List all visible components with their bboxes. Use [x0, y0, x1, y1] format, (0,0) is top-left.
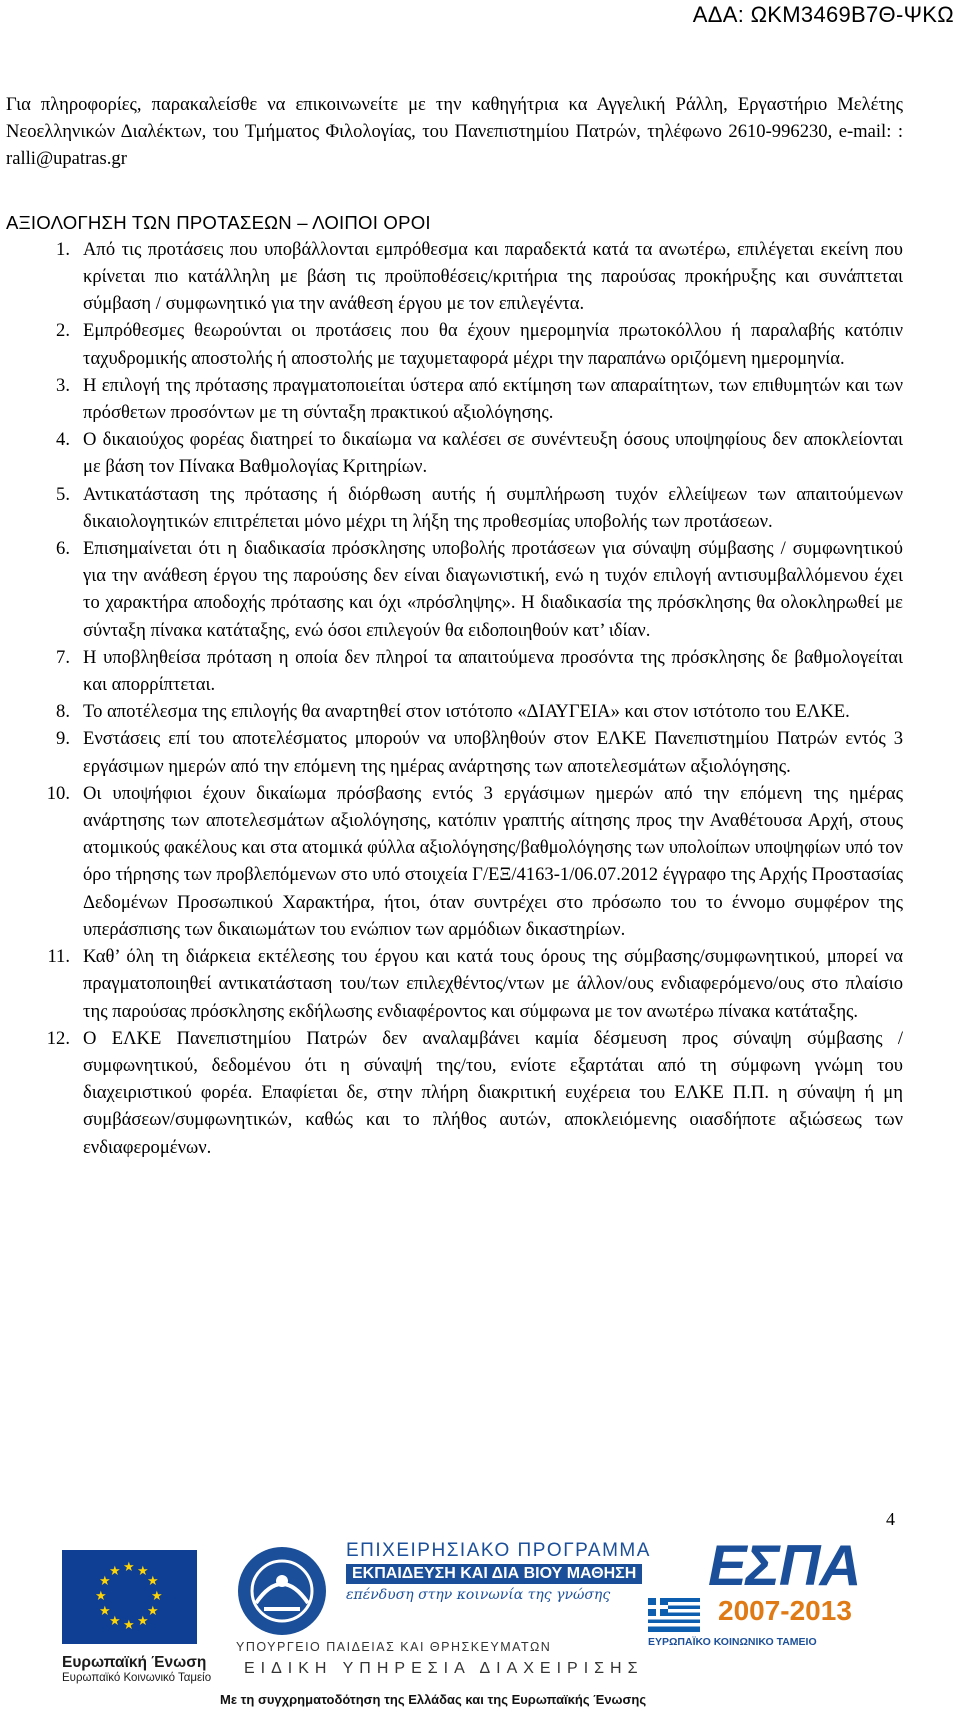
eu-name: Ευρωπαϊκή Ένωση	[62, 1654, 207, 1671]
list-item	[6, 372, 903, 426]
list-item-text: Επισημαίνεται ότι η διαδικασία πρόσκλησης υποβολής προτάσεων για σύναψη σύμβασης / συμφωνητικού για την ανάθεση έργου της παρούσης δεν είναι διαγωνιστική, ενώ η τυχόν επιλογή αντισυμβαλλόμενου έχει το χαρακτήρα αποδοχής πρότασης και όχι «πρόσληψης». Η διαδικασία της πρόσκλησης θα ολοκληρωθεί με σύνταξη πίνακα κατάταξης, ενώ όσοι επιλεγούν θα ειδοποιηθούν κατ’ ιδίαν.	[83, 538, 903, 641]
eu-flag-icon: ★ ★ ★ ★ ★ ★ ★ ★ ★ ★ ★ ★	[62, 1550, 197, 1644]
list-item	[6, 236, 903, 318]
list-item-number: 10.	[46, 782, 70, 804]
document-body	[6, 91, 903, 1161]
list-item-number: 8.	[56, 701, 70, 723]
list-item-text: Από τις προτάσεις που υποβάλλονται εμπρόθεσμα και παραδεκτά κατά τα ανωτέρω, επιλέγεται εκείνη που κρίνεται πιο κατάλληλη με βάση τις προϋποθέσεις/κριτήρια της παρούσας προκήρυξης και συνάπτεται σύμβαση / συμφωνητικό για την ανάθεση έργου με τον επιλεγέντα.	[83, 238, 903, 315]
list-item-number: 2.	[56, 320, 70, 342]
list-item-text: Το αποτέλεσμα της επιλογής θα αναρτηθεί στον ιστότοπο «ΔΙΑΥΓΕΙΑ» και στον ιστότοπο του ΕΛΚΕ.	[83, 701, 850, 723]
list-item-text: Εμπρόθεσμες θεωρούνται οι προτάσεις που θα έχουν ημερομηνία πρωτοκόλλου ή παραλαβής κατόπιν ταχυδρομικής αποστολής ή αποστολής με ταχυμεταφορά μέχρι την παραπάνω οριζόμενη ημερομηνία.	[83, 320, 903, 369]
page-number: 4	[886, 1509, 895, 1529]
footer-logos	[0, 1530, 960, 1713]
cofunding-statement: Με τη συγχρηματοδότηση της Ελλάδας και της Ευρωπαϊκής Ένωσης	[220, 1692, 647, 1707]
list-item-text: Η επιλογή της πρότασης πραγματοποιείται ύστερα από εκτίμηση των απαραίτητων, των επιθυμητών και των πρόσθετων προσόντων με τη σύνταξη πρακτικού αξιολόγησης.	[83, 374, 903, 424]
op-title: ΕΠΙΧΕΙΡΗΣΙΑΚΟ ΠΡΟΓΡΑΜΜΑ	[346, 1540, 651, 1561]
op-emblem-icon	[236, 1545, 328, 1637]
managing-authority: ΕΙΔΙΚΗ ΥΠΗΡΕΣΙΑ ΔΙΑΧΕΙΡΙΣΗΣ	[244, 1660, 644, 1677]
list-item	[6, 725, 903, 779]
list-item	[6, 535, 903, 644]
list-item	[6, 644, 903, 698]
eu-logo	[62, 1550, 222, 1684]
contact-info-paragraph: Για πληροφορίες, παρακαλείσθε να επικοινωνείτε με την καθηγήτρια κα Αγγελική Ράλλη, Εργαστήριο Μελέτης Νεοελληνικών Διαλέκτων, του Τμήματος Φιλολογίας, του Πανεπιστημίου Πατρών, τηλέφωνο 2610-996230, e-mail: : ralli@upatras.gr	[6, 94, 903, 170]
terms-list	[6, 236, 903, 1161]
op-slogan: επένδυση στην κοινωνία της γνώσης	[346, 1587, 611, 1603]
op-subtitle: ΕΚΠΑΙΔΕΥΣΗ ΚΑΙ ΔΙΑ ΒΙΟΥ ΜΑΘΗΣΗ	[346, 1564, 642, 1584]
list-item	[6, 780, 903, 943]
list-item	[6, 698, 903, 725]
list-item-number: 4.	[56, 429, 70, 451]
section-title: ΑΞΙΟΛΟΓΗΣΗ ΤΩΝ ΠΡΟΤΑΣΕΩΝ – ΛΟΙΠΟΙ ΟΡΟΙ	[6, 211, 431, 233]
list-item-number: 5.	[56, 483, 70, 505]
list-item	[6, 317, 903, 371]
list-item	[6, 943, 903, 1025]
espa-word: ΕΣΠΑ	[708, 1533, 861, 1598]
list-item-number: 12.	[46, 1027, 70, 1049]
list-item-text: Η υποβληθείσα πρόταση η οποία δεν πληροί τα απαιτούμενα προσόντα της πρόσκλησης δε βαθμολογείται και απορρίπτεται.	[83, 646, 903, 696]
list-item-text: Οι υποψήφιοι έχουν δικαίωμα πρόσβασης εντός 3 εργάσιμων ημερών από την επόμενη της ημέρας ανάρτησης των αποτελεσμάτων αξιολόγησης, κατόπιν γραπτής αίτησης προς την Αναθέτουσα Αρχή, στους ατομικούς φακέλους και στα ατομικά φύλλα αξιολόγησης/βαθμολόγησης των υπολοίπων υποψηφίων υπό τον όρο τήρησης των προβλεπόμενων στο υπό στοιχεία Γ/ΕΞ/4163-1/06.07.2012 έγγραφο της Αρχής Προστασίας Δεδομένων Προσωπικού Χαρακτήρα, ήτοι, όταν συντρέχει στο πρόσωπο του το έννομο συμφέρον της υπεράσπισης των δικαιωμάτων του ενώπιον των αρμόδιων δικαστηρίων.	[83, 782, 903, 940]
list-item-number: 1.	[56, 238, 70, 260]
list-item-text: Ο δικαιούχος φορέας διατηρεί το δικαίωμα να καλέσει σε συνέντευξη όσους υποψηφίους δεν αποκλείονται με βάση τον Πίνακα Βαθμολογίας Κριτηρίων.	[83, 429, 903, 478]
list-item-text: Ενστάσεις επί του αποτελέσματος μπορούν να υποβληθούν στον ΕΛΚΕ Πανεπιστημίου Πατρών εντός 3 εργάσιμων ημερών από την επόμενη της ημέρας ανάρτησης των αποτελεσμάτων αξιολόγησης.	[83, 728, 903, 777]
espa-years: 2007-2013	[718, 1595, 852, 1626]
eu-fund-name: Ευρωπαϊκό Κοινωνικό Ταμείο	[62, 1672, 212, 1684]
ministry-name: ΥΠΟΥΡΓΕΙΟ ΠΑΙΔΕΙΑΣ ΚΑΙ ΘΡΗΣΚΕΥΜΑΤΩΝ	[236, 1640, 552, 1654]
list-item-number: 3.	[56, 374, 70, 396]
list-item-text: Καθ’ όλη τη διάρκεια εκτέλεσης του έργου και κατά τους όρους της σύμβασης/συμφωνητικού, μπορεί να πραγματοποιηθεί αντικατάσταση του/των επιλεχθέντος/ντων με άλλον/ους ενδιαφερόμενο/ους στο πλαίσιο της παρούσας πρόσκλησης εκδήλωσης ενδιαφέροντος και σύμφωνα με τον ανωτέρω πίνακα κατάταξης.	[83, 946, 903, 1022]
espa-fund-name: ΕΥΡΩΠΑΪΚΟ ΚΟΙΝΩΝΙΚΟ ΤΑΜΕΙΟ	[648, 1636, 817, 1648]
espa-logo	[648, 1533, 918, 1656]
list-item-number: 11.	[47, 946, 70, 968]
list-item-text: Αντικατάσταση της πρότασης ή διόρθωση αυτής ή συμπλήρωση τυχόν ελλείψεων των απαιτούμενων δικαιολογητικών επιτρέπεται μόνο μέχρι τη λήξη της προθεσμίας υποβολής των προτάσεων.	[83, 483, 903, 532]
ada-code: ΑΔΑ: ΩΚΜ3469Β7Θ-ΨΚΩ	[692, 2, 954, 27]
list-item	[6, 426, 903, 480]
list-item	[6, 481, 903, 535]
list-item-number: 7.	[56, 646, 70, 668]
list-item-text: Ο ΕΛΚΕ Πανεπιστημίου Πατρών δεν αναλαμβάνει καμία δέσμευση προς σύναψη σύμβασης / συμφωνητικού, δεδομένου ότι η σύναψή της/του, ενίοτε εξαρτάται από τη σύμφωνη γνώμη του διαχειριστικού φορέα. Επαφίεται δε, στην πλήρη διακριτική ευχέρεια του ΕΛΚΕ Π.Π. η σύναψη ή μη συμβάσεων/συμφωνητικών, καθώς και το πλήθος αυτών, αποκλειόμενης οιασδήποτε αξιώσεως των ενδιαφερομένων.	[83, 1027, 903, 1158]
greek-flag-icon	[648, 1598, 700, 1632]
list-item-number: 6.	[56, 538, 70, 560]
list-item-number: 9.	[56, 728, 70, 750]
list-item	[6, 1025, 903, 1161]
